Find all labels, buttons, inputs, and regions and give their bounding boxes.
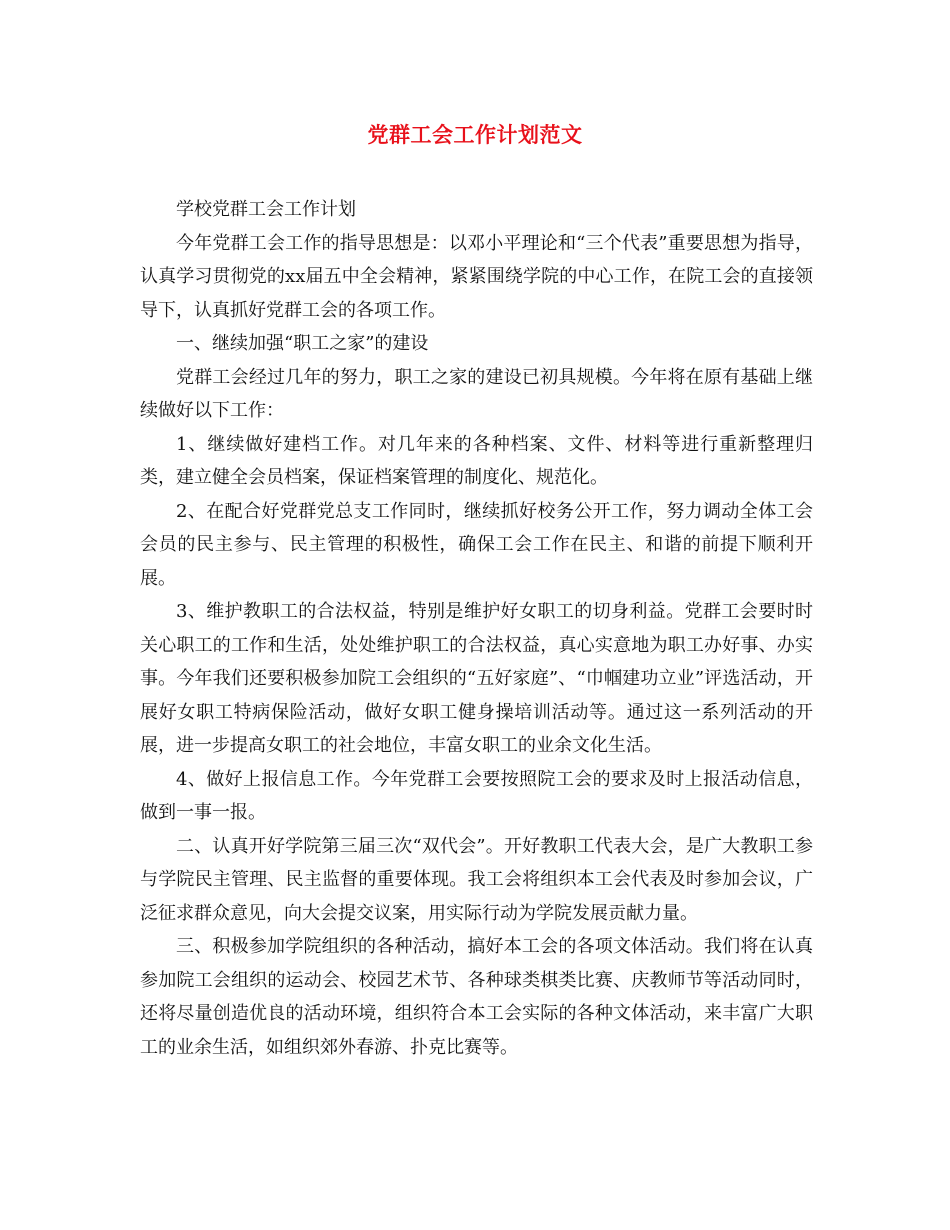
- list-item-4: 4、做好上报信息工作。今年党群工会要按照院工会的要求及时上报活动信息，做到一事一报。: [140, 768, 813, 823]
- section-2-paragraph: 二、认真开好学院第三届三次“双代会”。开好教职工代表大会，是广大教职工参与学院民主管理、民主监督的重要体现。我工会将组织本工会代表及时参加会议，广泛征求群众意见，向大会提交议案，用实际行动为学院发展贡献力量。: [140, 835, 813, 924]
- document-title: 党群工会工作计划范文: [367, 122, 583, 147]
- list-item-3: 3、维护教职工的合法权益，特别是维护好女职工的切身利益。党群工会要时时关心职工的工作和生活，处处维护职工的合法权益，真心实意地为职工办好事、办实事。今年我们还要积极参加院工会组织的“五好家庭”、“巾帼建功立业”评选活动，开展好女职工特病保险活动，做好女职工健身操培训活动等。通过这一系列活动的开展，进一步提高女职工的社会地位，丰富女职工的业余文化生活。: [140, 601, 813, 756]
- list-item-2: 2、在配合好党群党总支工作同时，继续抓好校务公开工作，努力调动全体工会会员的民主参与、民主管理的积极性，确保工会工作在民主、和谐的前提下顺利开展。: [140, 500, 813, 589]
- list-item-1: 1、继续做好建档工作。对几年来的各种档案、文件、材料等进行重新整理归类，建立健全会员档案，保证档案管理的制度化、规范化。: [140, 433, 813, 488]
- paragraph-section-1-intro: 党群工会经过几年的努力，职工之家的建设已初具规模。今年将在原有基础上继续做好以下工作：: [140, 366, 813, 421]
- paragraph-subtitle: 学校党群工会工作计划: [176, 199, 356, 220]
- section-3-paragraph: 三、积极参加学院组织的各种活动，搞好本工会的各项文体活动。我们将在认真参加院工会组织的运动会、校园艺术节、各种球类棋类比赛、庆教师节等活动同时，还将尽量创造优良的活动环境，组织符合本工会实际的各种文体活动，来丰富广大职工的业余生活，如组织郊外春游、扑克比赛等。: [140, 936, 813, 1058]
- section-heading-1: 一、继续加强“职工之家”的建设: [176, 333, 429, 354]
- document-body: [140, 193, 813, 1064]
- paragraph-guiding-ideology: 今年党群工会工作的指导思想是：以邓小平理论和“三个代表”重要思想为指导，认真学习贯彻党的xx届五中全会精神，紧紧围绕学院的中心工作，在院工会的直接领导下，认真抓好党群工会的各项工作。: [140, 232, 813, 321]
